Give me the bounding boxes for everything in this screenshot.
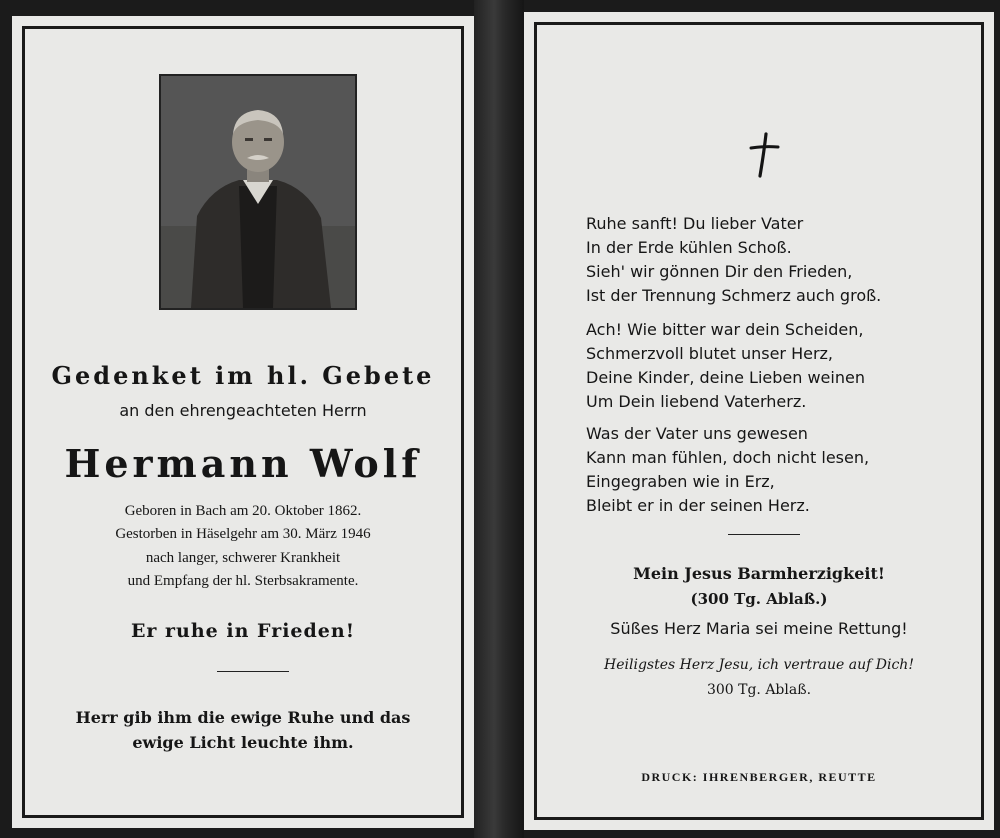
poem-line: Deine Kinder, deine Lieben weinen [586, 368, 865, 387]
aspiration-2: Süßes Herz Maria sei meine Rettung! [610, 619, 908, 638]
card-fold [474, 0, 524, 838]
death-line: Gestorben in Häselgehr am 30. März 1946 [115, 526, 371, 542]
poem-line: Eingegraben wie in Erz, [586, 472, 775, 491]
printer-imprint: DRUCK: IHRENBERGER, REUTTE [641, 770, 877, 784]
right-card [524, 12, 994, 830]
cross-icon [746, 132, 782, 178]
poem-line: Schmerzvoll blutet unser Herz, [586, 344, 834, 363]
sacraments-line: und Empfang der hl. Sterbsakramente. [127, 573, 359, 589]
illness-line: nach langer, schwerer Krankheit [145, 550, 341, 566]
poem-line: Ist der Trennung Schmerz auch groß. [586, 286, 882, 305]
right-divider [728, 534, 800, 535]
poem-line: Ach! Wie bitter war dein Scheiden, [586, 320, 864, 339]
left-divider [217, 671, 289, 672]
rip-line: Er ruhe in Frieden! [130, 620, 356, 642]
poem-stanza-1 [586, 212, 881, 308]
poem-line: Was der Vater uns gewesen [586, 424, 808, 443]
aspiration-3: Heiligstes Herz Jesu, ich vertraue auf Dich! [604, 657, 914, 673]
aspiration-1: Mein Jesus Barmherzigkeit! [633, 564, 885, 583]
poem-stanza-3 [586, 422, 869, 518]
poem-stanza-2 [586, 318, 865, 414]
left-card [12, 16, 474, 828]
prayer-line-2: ewige Licht leuchte ihm. [132, 733, 354, 752]
poem-line: In der Erde kühlen Schoß. [586, 238, 792, 257]
deceased-name: Hermann Wolf [64, 441, 422, 486]
poem-line: Ruhe sanft! Du lieber Vater [586, 214, 804, 233]
prayer-line-1: Herr gib ihm die ewige Ruhe und das [75, 708, 411, 727]
memorial-heading: Gedenket im hl. Gebete [51, 361, 435, 390]
portrait-photo [159, 74, 357, 310]
poem-line: Kann man fühlen, doch nicht lesen, [586, 448, 870, 467]
memorial-subheading: an den ehrengeachteten Herrn [119, 401, 367, 420]
indulgence-2: 300 Tg. Ablaß. [706, 682, 812, 698]
poem-line: Bleibt er in der seinen Herz. [586, 496, 810, 515]
poem-line: Um Dein liebend Vaterherz. [586, 392, 807, 411]
poem-line: Sieh' wir gönnen Dir den Frieden, [586, 262, 853, 281]
indulgence-1: (300 Tg. Ablaß.) [690, 590, 828, 608]
portrait-figure [161, 76, 355, 308]
birth-line: Geboren in Bach am 20. Oktober 1862. [124, 503, 362, 519]
